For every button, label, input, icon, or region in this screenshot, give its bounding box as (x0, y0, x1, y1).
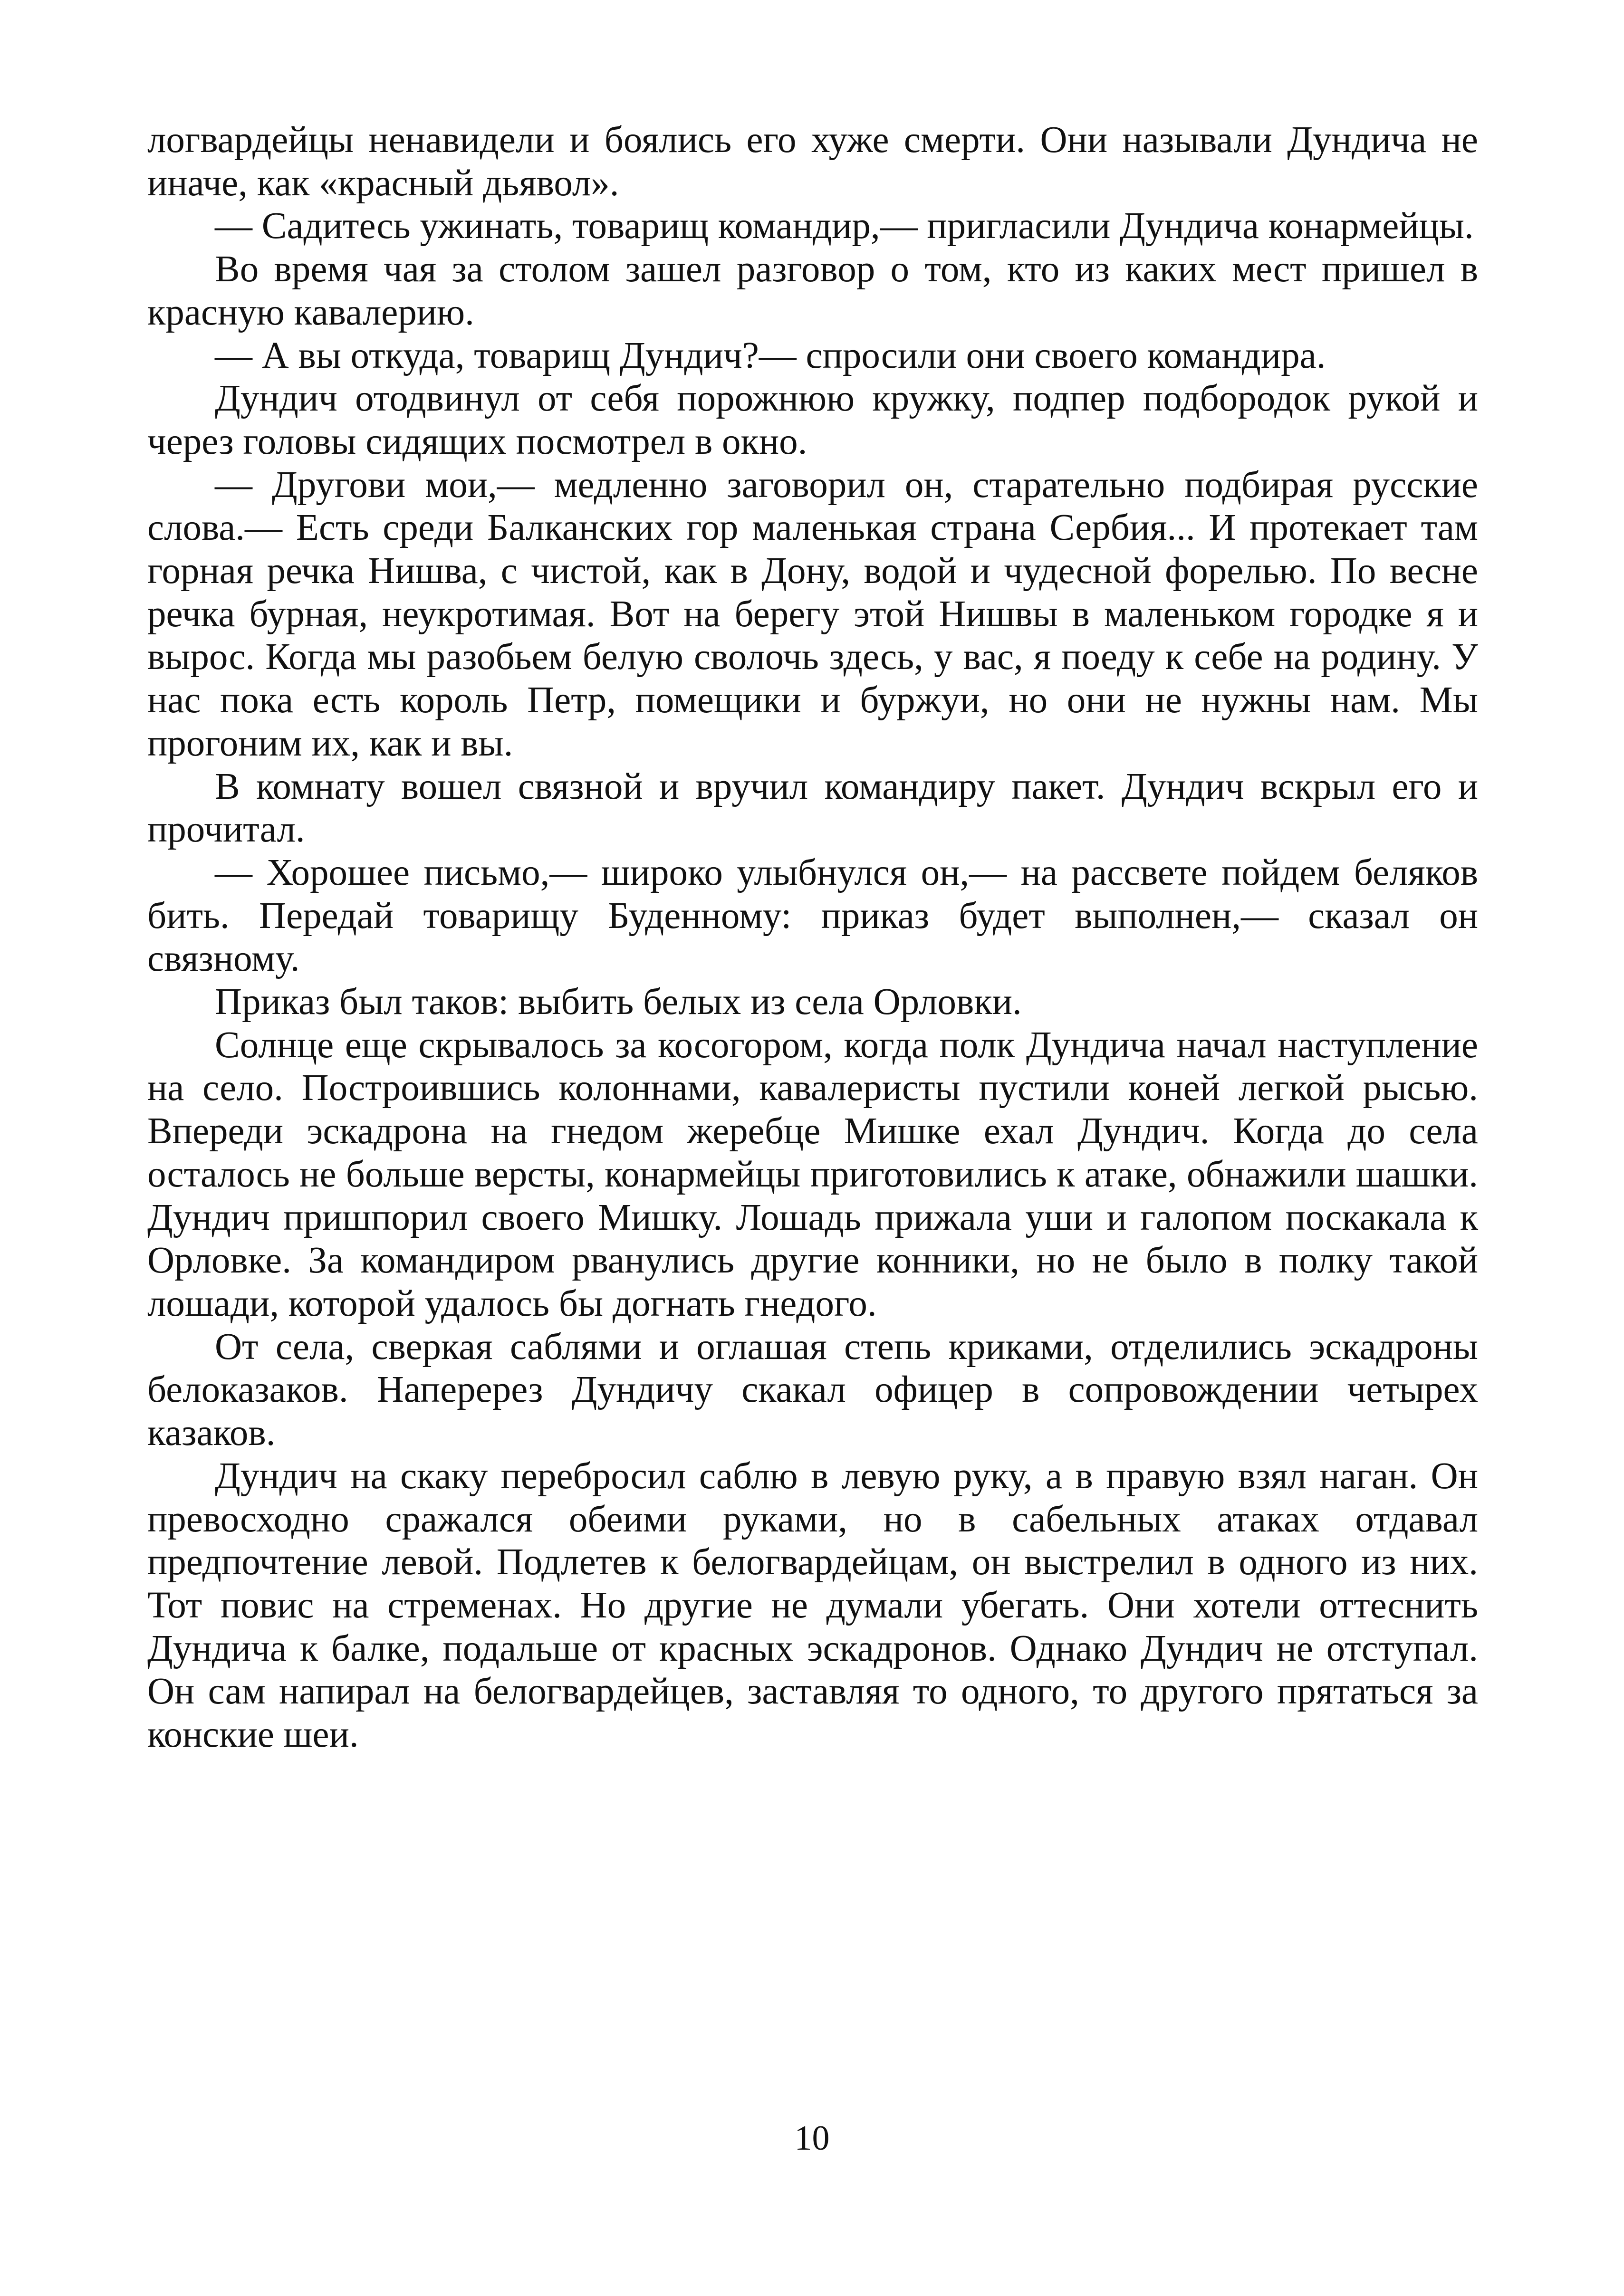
paragraph-7: В комнату вошел связной и вручил командиру пакет. Дундич вскрыл его и прочитал. (147, 765, 1478, 851)
paragraph-2: — Садитесь ужинать, товарищ командир,— пригласили Дундича конармейцы. (215, 205, 1474, 247)
paragraph-4: — А вы откуда, товарищ Дундич?— спросили они своего командира. (215, 335, 1326, 376)
page-number: 10 (794, 2119, 830, 2158)
paragraph-1: логвардейцы ненавидели и боялись его хуже смерти. Они называли Дундича не иначе, как «красный дьявол». (147, 119, 1478, 204)
paragraph-6: — Другови мои,— медленно заговорил он, старательно подбирая русские слова.— Есть среди Балканских гор маленькая страна Сербия... И протекает там горная речка Нишва, с чистой, как в Дону, водой и чудесной форелью. По весне речка бурная, неукротимая. Вот на берегу этой Нишвы в маленьком городке я и вырос. Когда мы разобьем белую сволочь здесь, у вас, я поеду к себе на родину. У нас пока есть король Петр, помещики и буржуи, но они не нужны нам. Мы прогоним их, как и вы. (147, 464, 1478, 764)
page-text (147, 119, 1478, 1757)
paragraph-3: Во время чая за столом зашел разговор о том, кто из каких мест пришел в красную кавалерию. (147, 249, 1478, 333)
paragraph-5: Дундич отодвинул от себя порожнюю кружку, подпер подбородок рукой и через головы сидящих посмотрел в окно. (147, 378, 1478, 462)
paragraph-9: Приказ был таков: выбить белых из села Орловки. (215, 981, 1022, 1023)
paragraph-12: Дундич на скаку перебросил саблю в левую руку, а в правую взял наган. Он превосходно сражался обеими руками, но в сабельных атаках отдавал предпочтение левой. Подлетев к белогвардейцам, он выстрелил в одного из них. Тот повис на стременах. Но другие не думали убегать. Они хотели оттеснить Дундича к балке, подальше от красных эскадронов. Однако Дундич не отступал. Он сам напирал на белогвардейцев, заставляя то одного, то другого прятаться за конские шеи. (147, 1455, 1478, 1756)
paragraph-10: Солнце еще скрывалось за косогором, когда полк Дундича начал наступление на село. Построившись колоннами, кавалеристы пустили коней легкой рысью. Впереди эскадрона на гнедом жеребце Мишке ехал Дундич. Когда до села осталось не больше версты, конармейцы приготовились к атаке, обнажили шашки. Дундич пришпорил своего Мишку. Лошадь прижала уши и галопом поскакала к Орловке. За командиром рванулись другие конники, но не было в полку такой лошади, которой удалось бы догнать гнедого. (147, 1024, 1478, 1324)
paragraph-11: От села, сверкая саблями и оглашая степь криками, отделились эскадроны белоказаков. Наперерез Дундичу скакал офицер в сопровождении четырех казаков. (147, 1326, 1478, 1454)
paragraph-8: — Хорошее письмо,— широко улыбнулся он,— на рассвете пойдем беляков бить. Передай товарищу Буденному: приказ будет выполнен,— сказал он связному. (147, 851, 1478, 980)
